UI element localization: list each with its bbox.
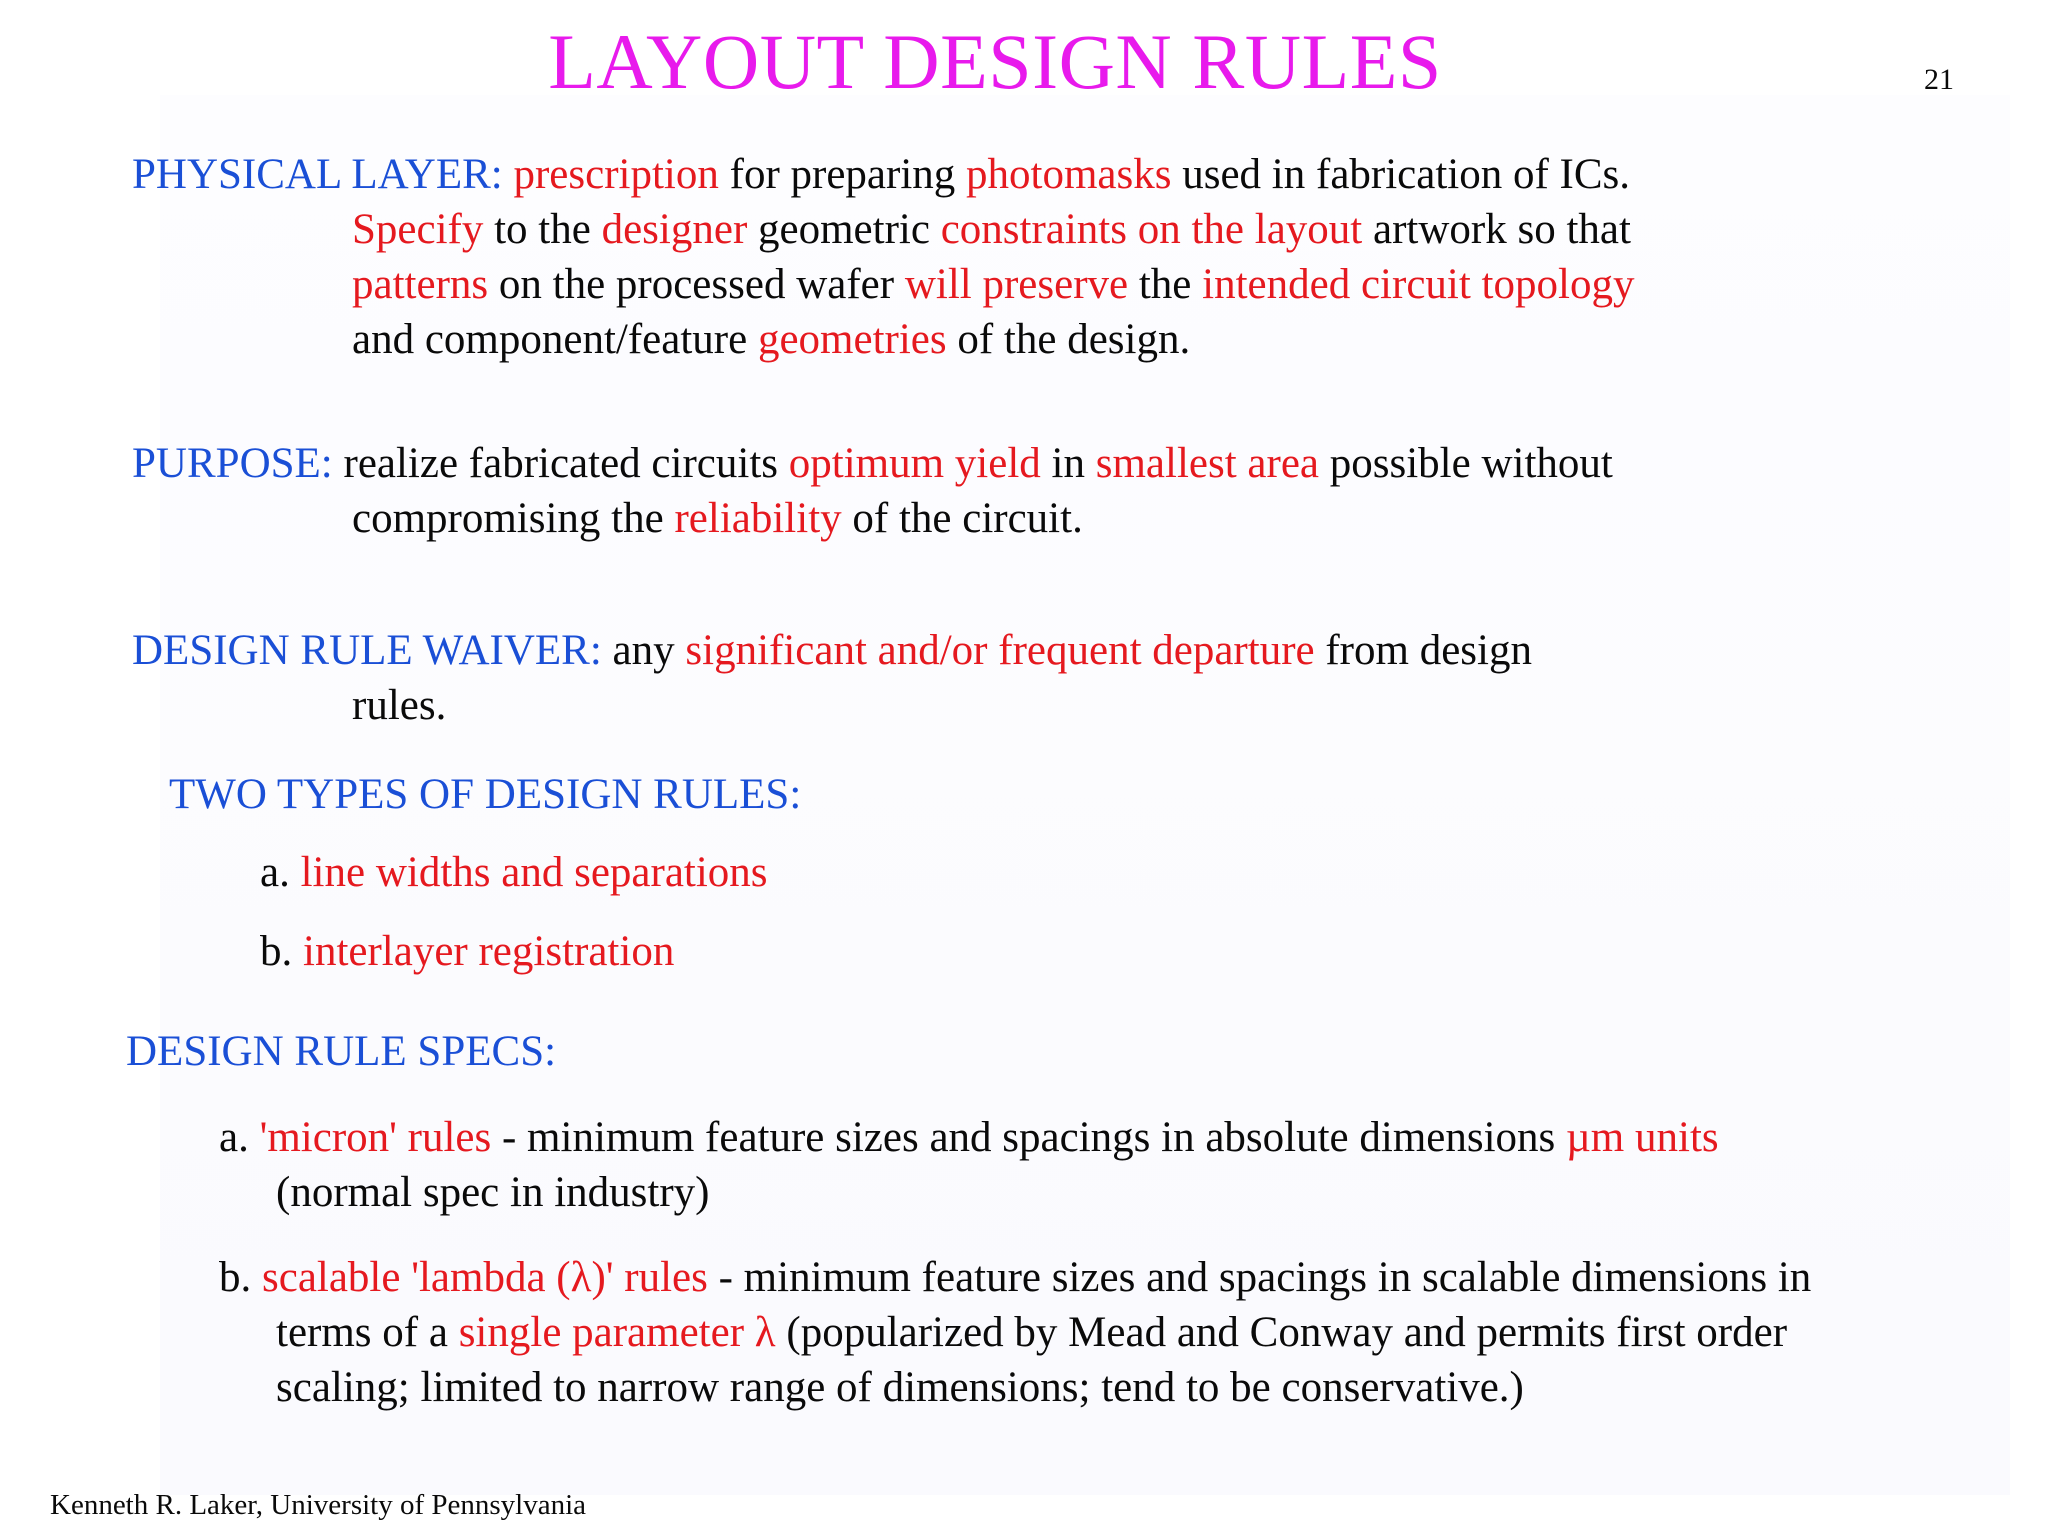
spec-b-line-2-segment-1: single parameter λ	[458, 1309, 776, 1356]
purpose-line-1-segment-1: realize fabricated circuits	[343, 440, 789, 487]
physical-layer-line-3-segment-4: intended circuit topology	[1202, 261, 1635, 308]
physical-layer-line-4-segment-0: and component/feature	[352, 316, 758, 363]
physical-layer-line-3-segment-1: on the processed wafer	[488, 261, 905, 308]
purpose-line-1-segment-3: in	[1040, 440, 1096, 487]
spec-a-line-1-segment-1: 'micron' rules	[259, 1114, 492, 1161]
physical-layer-line-2-segment-3: geometric	[747, 206, 941, 253]
physical-layer-line-1-segment-0: PHYSICAL LAYER:	[132, 151, 514, 198]
page-number: 21	[1924, 63, 1954, 96]
physical-layer-line-2	[352, 203, 1631, 257]
spec-a-line-1-segment-3: µm units	[1566, 1114, 1719, 1161]
physical-layer-line-1-segment-4: used in fabrication of ICs.	[1171, 151, 1631, 198]
slide-title: LAYOUT DESIGN RULES	[548, 18, 1442, 105]
spec-a-line-1	[219, 1111, 1719, 1165]
spec-b-line-1-segment-2: - minimum feature sizes and spacings in scalable dimensions in	[707, 1254, 1812, 1301]
type-a	[260, 846, 768, 900]
purpose-line-1-segment-4: smallest area	[1095, 440, 1319, 487]
slide-footer: Kenneth R. Laker, University of Pennsylvania	[50, 1489, 587, 1521]
purpose-line-2-segment-0: compromising the	[352, 495, 675, 542]
specs-heading	[126, 1025, 556, 1079]
spec-b-line-2-segment-0: terms of a	[276, 1309, 459, 1356]
physical-layer-line-3-segment-2: will preserve	[904, 261, 1129, 308]
waiver-line-1-segment-0: DESIGN RULE WAIVER:	[132, 627, 613, 674]
physical-layer-line-2-segment-1: to the	[483, 206, 602, 253]
physical-layer-line-4-segment-2: of the design.	[946, 316, 1191, 363]
waiver-line-1	[132, 624, 1532, 678]
spec-b-line-2-segment-2: (popularized by Mead and Conway and permits first order	[775, 1309, 1788, 1356]
type-b	[260, 925, 674, 979]
physical-layer-line-3-segment-3: the	[1128, 261, 1203, 308]
waiver-line-2-segment-0: rules.	[352, 682, 447, 729]
spec-b-line-1-segment-0: b.	[219, 1254, 262, 1301]
physical-layer-line-4	[352, 313, 1190, 367]
waiver-line-1-segment-2: significant and/or frequent departure	[685, 627, 1315, 674]
physical-layer-line-2-segment-2: designer	[601, 206, 748, 253]
physical-layer-line-1	[132, 148, 1630, 202]
physical-layer-line-3	[352, 258, 1634, 312]
purpose-line-1-segment-0: PURPOSE:	[132, 440, 344, 487]
spec-a-line-2	[276, 1166, 710, 1220]
spec-b-line-3-segment-0: scaling; limited to narrow range of dimensions; tend to be conservative.)	[276, 1364, 1524, 1411]
physical-layer-line-3-segment-0: patterns	[352, 261, 489, 308]
physical-layer-line-2-segment-4: constraints on the layout	[940, 206, 1363, 253]
physical-layer-line-1-segment-1: prescription	[513, 151, 719, 198]
spec-b-line-1-segment-1: scalable 'lambda (λ)' rules	[262, 1254, 708, 1301]
two-types-heading-segment-0: TWO TYPES OF DESIGN RULES:	[169, 771, 802, 818]
physical-layer-line-1-segment-2: for preparing	[718, 151, 967, 198]
waiver-line-1-segment-3: from design	[1314, 627, 1532, 674]
physical-layer-line-2-segment-5: artwork so that	[1362, 206, 1631, 253]
spec-b-line-2	[276, 1306, 1787, 1360]
spec-b-line-3	[276, 1361, 1524, 1415]
type-b-segment-0: b.	[260, 928, 303, 975]
two-types-heading	[169, 768, 801, 822]
purpose-line-2-segment-1: reliability	[674, 495, 842, 542]
purpose-line-1	[132, 437, 1613, 491]
waiver-line-2	[352, 679, 446, 733]
spec-a-line-1-segment-0: a.	[219, 1114, 260, 1161]
purpose-line-1-segment-5: possible without	[1319, 440, 1613, 487]
specs-heading-segment-0: DESIGN RULE SPECS:	[126, 1028, 557, 1075]
purpose-line-2-segment-2: of the circuit.	[841, 495, 1083, 542]
spec-a-line-2-segment-0: (normal spec in industry)	[276, 1169, 710, 1216]
physical-layer-line-4-segment-1: geometries	[757, 316, 947, 363]
purpose-line-2	[352, 492, 1083, 546]
type-a-segment-1: line widths and separations	[300, 849, 768, 896]
type-a-segment-0: a.	[260, 849, 301, 896]
physical-layer-line-2-segment-0: Specify	[352, 206, 484, 253]
waiver-line-1-segment-1: any	[612, 627, 686, 674]
type-b-segment-1: interlayer registration	[303, 928, 675, 975]
purpose-line-1-segment-2: optimum yield	[788, 440, 1041, 487]
spec-a-line-1-segment-2: - minimum feature sizes and spacings in absolute dimensions	[491, 1114, 1567, 1161]
spec-b-line-1	[219, 1251, 1811, 1305]
physical-layer-line-1-segment-3: photomasks	[966, 151, 1172, 198]
